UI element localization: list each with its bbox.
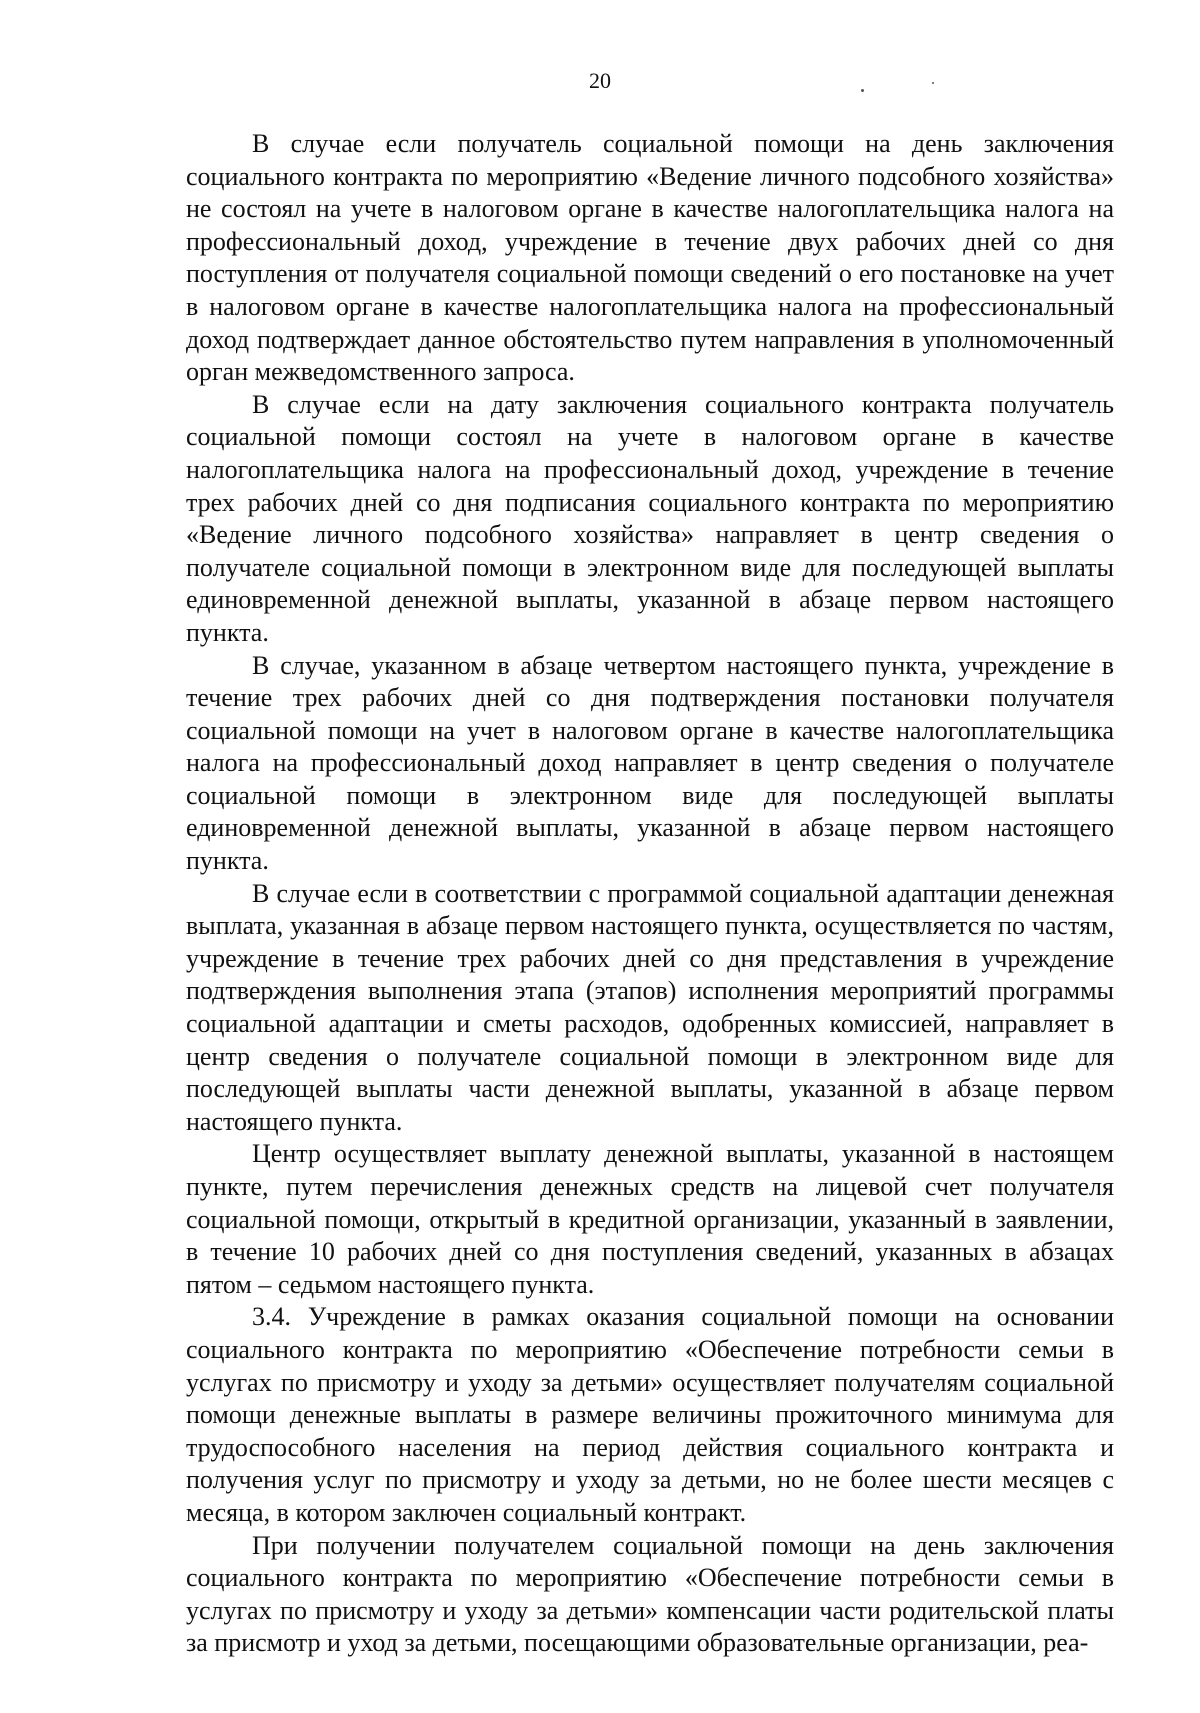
paragraph: При получении получателем социальной помощи на день заключения социального контракта по мероприятию «Обеспечение потребности семьи в услугах по присмотру и уходу за детьми» компенсации части родительской платы за присмотр и уход за детьми, посещающими образовательные организации, реа-: [186, 1530, 1114, 1658]
scan-artifact: [861, 89, 864, 92]
document-body: [186, 128, 1114, 1660]
paragraph: В случае, указанном в абзаце четвертом настоящего пункта, учреждение в течение трех рабочих дней со дня подтверждения постановки получателя социальной помощи на учет в налоговом органе в качестве налогоплательщика налога на профессиональный доход направляет в центр сведения о получателе социальной помощи в электронном виде для последующей выплаты единовременной денежной выплаты, указанной в абзаце первом настоящего пункта.: [186, 650, 1114, 876]
scan-artifact: [932, 82, 934, 84]
page-number: 20: [589, 68, 611, 93]
paragraph: Центр осуществляет выплату денежной выплаты, указанной в настоящем пункте, путем перечисления денежных средств на лицевой счет получателя социальной помощи, открытый в кредитной организации, указанный в заявлении, в течение 10 рабочих дней со дня поступления сведений, указанных в абзацах пятом – седьмом настоящего пункта.: [186, 1139, 1114, 1299]
paragraph: В случае если на дату заключения социального контракта получатель социальной помощи состоял на учете в налоговом органе в качестве налогоплательщика налога на профессиональный доход, учреждение в течение трех рабочих дней со дня подписания социального контракта по мероприятию «Ведение личного подсобного хозяйства» направляет в центр сведения о получателе социальной помощи в электронном виде для последующей выплаты единовременной денежной выплаты, указанной в абзаце первом настоящего пункта.: [186, 389, 1114, 647]
paragraph: В случае если в соответствии с программой социальной адаптации денежная выплата, указанная в абзаце первом настоящего пункта, осуществляется по частям, учреждение в течение трех рабочих дней со дня представления в учреждение подтверждения выполнения этапа (этапов) исполнения мероприятий программы социальной адаптации и сметы расходов, одобренных комиссией, направляет в центр сведения о получателе социальной помощи в электронном виде для последующей выплаты части денежной выплаты, указанной в абзаце первом настоящего пункта.: [186, 878, 1114, 1136]
paragraph: 3.4. Учреждение в рамках оказания социальной помощи на основании социального контракта по мероприятию «Обеспечение потребности семьи в услугах по присмотру и уходу за детьми» осуществляет получателям социальной помощи денежные выплаты в размере величины прожиточного минимума для трудоспособного населения на период действия социального контракта и получения услуг по присмотру и уходу за детьми, но не более шести месяцев с месяца, в котором заключен социальный контракт.: [186, 1302, 1114, 1527]
paragraph: В случае если получатель социальной помощи на день заключения социального контракта по мероприятию «Ведение личного подсобного хозяйства» не состоял на учете в налоговом органе в качестве налогоплательщика налога на профессиональный доход, учреждение в течение двух рабочих дней со дня поступления от получателя социальной помощи сведений о его постановке на учет в налоговом органе в качестве налогоплательщика налога на профессиональный доход подтверждает данное обстоятельство путем направления в уполномоченный орган межведомственного запроса.: [186, 129, 1114, 387]
